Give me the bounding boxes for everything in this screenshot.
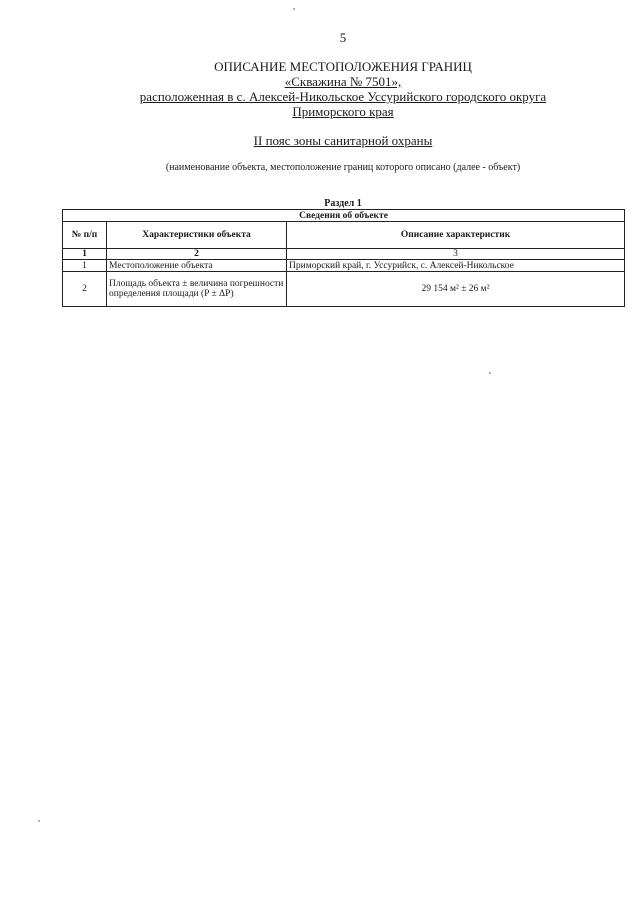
index-cell-3: 3 <box>287 249 625 260</box>
column-header-number: № п/п <box>63 222 107 249</box>
title-line-4: Приморского края <box>292 104 394 119</box>
row-characteristic: Местоположение объекта <box>107 260 287 272</box>
zone-name: II пояс зоны санитарной охраны <box>253 133 433 148</box>
row-number: 1 <box>63 260 107 272</box>
column-header-characteristic: Характеристики объекта <box>107 222 287 249</box>
column-header-description: Описание характеристик <box>287 222 625 249</box>
page-number: 5 <box>339 30 347 45</box>
row-description: 29 154 м² ± 26 м² <box>287 272 625 307</box>
title-line-3: расположенная в с. Алексей-Никольское Уссурийского городского округа <box>139 89 547 104</box>
row-characteristic: Площадь объекта ± величина погрешности определения площади (P ± ΔP) <box>107 272 287 307</box>
row-number: 2 <box>63 272 107 307</box>
object-caption: (наименование объекта, местоположение границ которого описано (далее - объект) <box>165 162 521 173</box>
row-description: Приморский край, г. Уссурийск, с. Алексей-Никольское <box>287 260 625 272</box>
index-cell-1: 1 <box>63 249 107 260</box>
document-title <box>0 59 640 119</box>
object-info-table <box>62 209 625 307</box>
title-line-2: «Скважина № 7501», <box>284 74 402 89</box>
table-row <box>63 260 625 272</box>
scan-speck <box>293 8 295 10</box>
title-line-1: ОПИСАНИЕ МЕСТОПОЛОЖЕНИЯ ГРАНИЦ <box>214 59 472 74</box>
scan-speck <box>38 820 40 822</box>
index-cell-2: 2 <box>107 249 287 260</box>
section-title: Раздел 1 <box>324 198 362 209</box>
scan-speck <box>489 372 491 374</box>
table-heading: Сведения об объекте <box>63 210 625 222</box>
table-row <box>63 272 625 307</box>
